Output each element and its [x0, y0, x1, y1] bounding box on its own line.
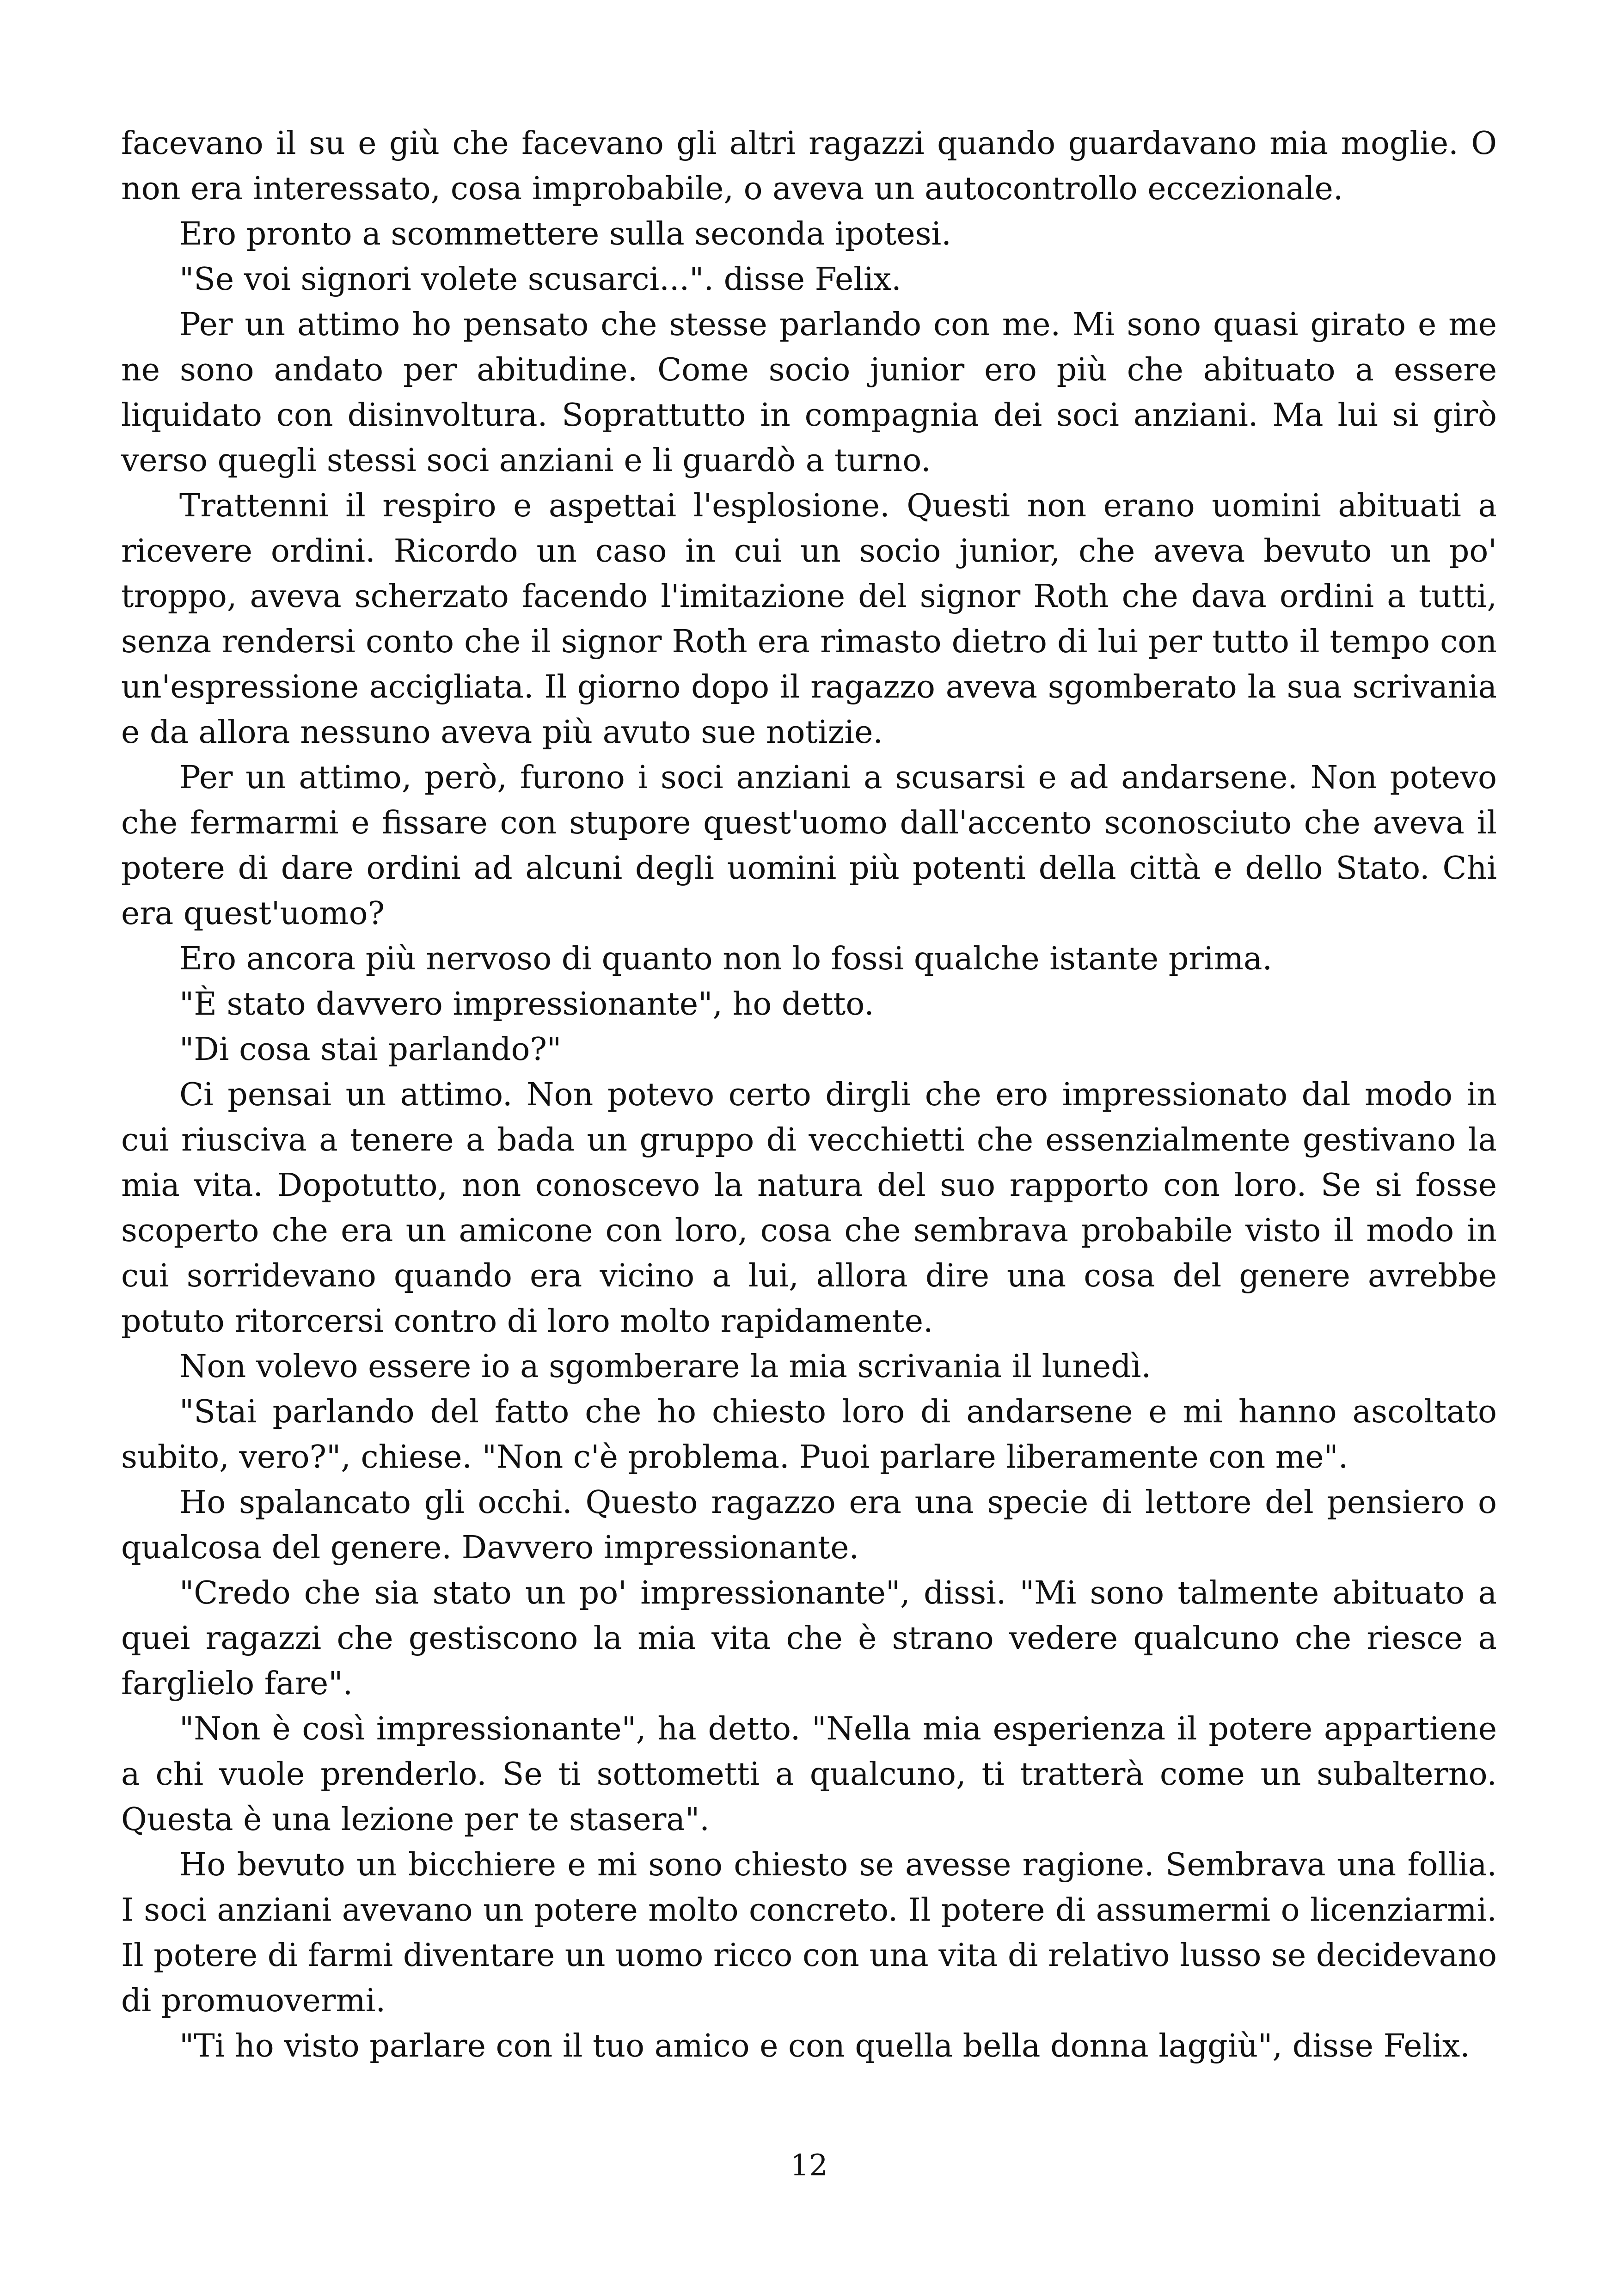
paragraph: Per un attimo, però, furono i soci anziani a scusarsi e ad andarsene. Non potevo che fermarmi e fissare con stupore quest'uomo dall'accento sconosciuto che aveva il potere di dare ordini ad alcuni degli uomini più potenti della città e dello Stato. Chi era quest'uomo?: [121, 759, 1497, 932]
paragraph: facevano il su e giù che facevano gli altri ragazzi quando guardavano mia moglie. O non era interessato, cosa improbabile, o aveva un autocontrollo eccezionale.: [121, 125, 1497, 207]
paragraph: Ero ancora più nervoso di quanto non lo fossi qualche istante prima.: [179, 941, 1273, 977]
paragraph: "Di cosa stai parlando?": [179, 1031, 562, 1068]
paragraph: "Ti ho visto parlare con il tuo amico e con quella bella donna laggiù", disse Felix.: [179, 2028, 1470, 2064]
paragraph: "Stai parlando del fatto che ho chiesto loro di andarsene e mi hanno ascoltato subito, vero?", chiese. "Non c'è problema. Puoi parlare liberamente con me".: [121, 1394, 1497, 1476]
paragraph: Trattenni il respiro e aspettai l'esplosione. Questi non erano uomini abituati a ricevere ordini. Ricordo un caso in cui un socio junior, che aveva bevuto un po' troppo, aveva scherzato facendo l'imitazione del signor Roth che dava ordini a tutti, senza rendersi conto che il signor Roth era rimasto dietro di lui per tutto il tempo con un'espressione accigliata. Il giorno dopo il ragazzo aveva sgomberato la sua scrivania e da allora nessuno aveva più avuto sue notizie.: [121, 488, 1497, 751]
body-text: [121, 121, 1497, 2069]
paragraph: Ho spalancato gli occhi. Questo ragazzo era una specie di lettore del pensiero o qualcosa del genere. Davvero impressionante.: [121, 1484, 1497, 1566]
paragraph: "Se voi signori volete scusarci...". disse Felix.: [179, 261, 901, 298]
paragraph: "Credo che sia stato un po' impressionante", dissi. "Mi sono talmente abituato a quei ragazzi che gestiscono la mia vita che è strano vedere qualcuno che riesce a farglielo fare".: [121, 1575, 1497, 1702]
paragraph: "Non è così impressionante", ha detto. "Nella mia esperienza il potere appartiene a chi vuole prenderlo. Se ti sottometti a qualcuno, ti tratterà come un subalterno. Questa è una lezione per te stasera".: [121, 1711, 1497, 1838]
paragraph: Ho bevuto un bicchiere e mi sono chiesto se avesse ragione. Sembrava una follia. I soci anziani avevano un potere molto concreto. Il potere di assumermi o licenziarmi. Il potere di farmi diventare un uomo ricco con una vita di relativo lusso se decidevano di promuovermi.: [121, 1847, 1497, 2019]
paragraph: Ero pronto a scommettere sulla seconda ipotesi.: [179, 216, 951, 252]
paragraph: "È stato davvero impressionante", ho detto.: [179, 986, 874, 1022]
page-number: 12: [790, 2149, 828, 2183]
paragraph: Non volevo essere io a sgomberare la mia scrivania il lunedì.: [179, 1348, 1152, 1385]
paragraph: Per un attimo ho pensato che stesse parlando con me. Mi sono quasi girato e me ne sono andato per abitudine. Come socio junior ero più che abituato a essere liquidato con disinvoltura. Soprattutto in compagnia dei soci anziani. Ma lui si girò verso quegli stessi soci anziani e li guardò a turno.: [121, 306, 1497, 479]
paragraph: Ci pensai un attimo. Non potevo certo dirgli che ero impressionato dal modo in cui riusciva a tenere a bada un gruppo di vecchietti che essenzialmente gestivano la mia vita. Dopotutto, non conoscevo la natura del suo rapporto con loro. Se si fosse scoperto che era un amicone con loro, cosa che sembrava probabile visto il modo in cui sorridevano quando era vicino a lui, allora dire una cosa del genere avrebbe potuto ritorcersi contro di loro molto rapidamente.: [121, 1077, 1497, 1340]
